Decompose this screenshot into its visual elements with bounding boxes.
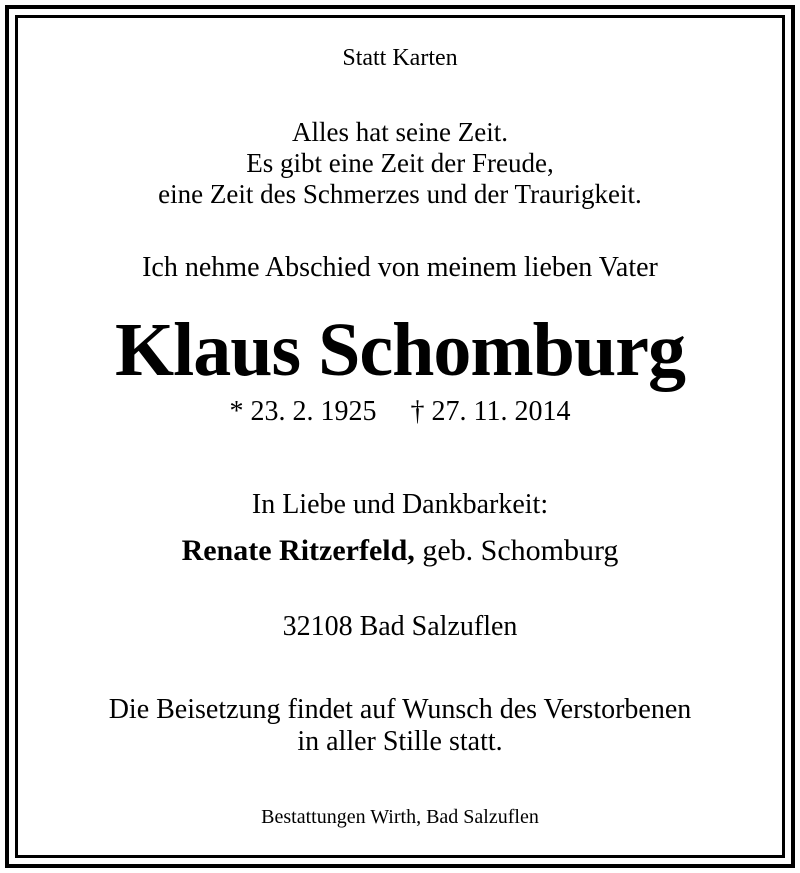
intro-text: Ich nehme Abschied von meinem lieben Vater <box>142 252 658 283</box>
burial-notice <box>0 694 800 758</box>
verse-line-3: eine Zeit des Schmerzes und der Traurigkeit. <box>158 179 642 209</box>
funeral-home: Bestattungen Wirth, Bad Salzuflen <box>261 806 539 828</box>
verse-line-1: Alles hat seine Zeit. <box>292 117 508 147</box>
deceased-name: Klaus Schomburg <box>115 308 685 392</box>
thanks-text: In Liebe und Dankbarkeit: <box>251 489 549 520</box>
burial-line-1: Die Beisetzung findet auf Wunsch des Verstorbenen <box>108 694 692 725</box>
burial-line-2: in aller Stille statt. <box>297 726 503 757</box>
death-date: † 27. 11. 2014 <box>410 396 571 427</box>
verse-line-2: Es gibt eine Zeit der Freude, <box>246 148 554 178</box>
mourner <box>0 533 800 569</box>
mourner-maiden-name: geb. Schomburg <box>414 534 619 567</box>
mourner-name: Renate Ritzerfeld, <box>181 534 415 567</box>
life-dates <box>0 396 800 428</box>
city-text: 32108 Bad Salzuflen <box>282 611 518 642</box>
verse <box>0 117 800 210</box>
header-text: Statt Karten <box>342 45 458 71</box>
birth-date: * 23. 2. 1925 <box>229 396 377 427</box>
